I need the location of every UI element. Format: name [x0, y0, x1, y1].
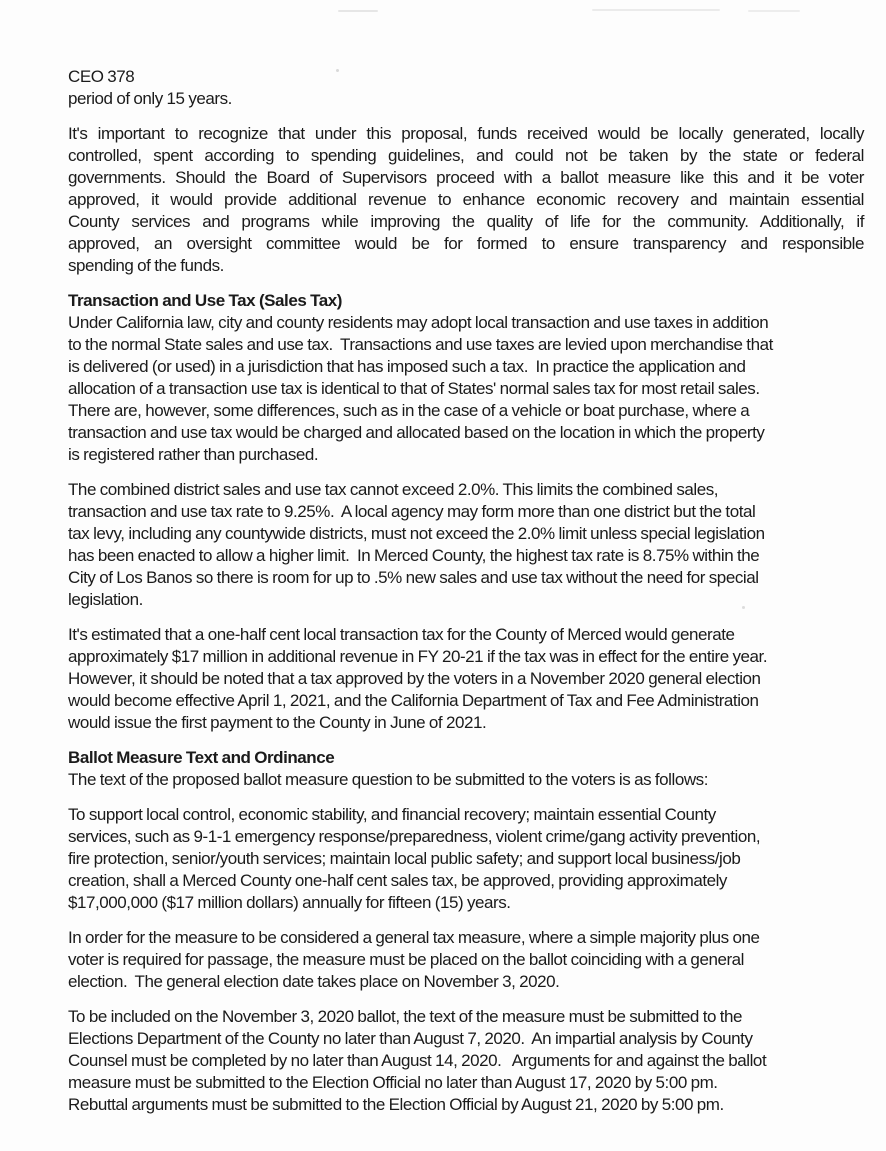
doc-code: CEO 378	[68, 67, 135, 86]
sales-tax-body	[68, 312, 864, 466]
scan-smudge	[338, 10, 378, 12]
text-line: fire protection, senior/youth services; maintain local public safety; and support local business/job	[68, 849, 741, 868]
text-line: voter is required for passage, the measure must be placed on the ballot coinciding with a general	[68, 950, 744, 969]
text-line: to the normal State sales and use tax. Transactions and use taxes are levied upon merchandise that	[68, 335, 773, 354]
text-line: approved, an oversight committee would be for formed to ensure transparency and responsible	[68, 234, 864, 253]
text-line: Elections Department of the County no later than August 7, 2020. An impartial analysis by County	[68, 1029, 753, 1048]
text-line: governments. Should the Board of Supervisors proceed with a ballot measure like this and it be voter	[68, 168, 864, 187]
text-line: It's important to recognize that under this proposal, funds received would be locally generated, locally	[68, 124, 864, 143]
continuation-line: period of only 15 years.	[68, 89, 232, 108]
sales-tax-heading: Transaction and Use Tax (Sales Tax)	[68, 291, 343, 310]
text-line: allocation of a transaction use tax is identical to that of States' normal sales tax for most retail sales.	[68, 379, 760, 398]
text-line: election. The general election date takes place on November 3, 2020.	[68, 972, 560, 991]
text-line: legislation.	[68, 590, 143, 609]
text-line: The combined district sales and use tax cannot exceed 2.0%. This limits the combined sales,	[68, 480, 719, 499]
text-line: tax levy, including any countywide districts, must not exceed the 2.0% limit unless special legislation	[68, 524, 765, 543]
text-line: There are, however, some differences, such as in the case of a vehicle or boat purchase, where a	[68, 401, 750, 420]
text-line: transaction and use tax would be charged and allocated based on the location in which the property	[68, 423, 765, 442]
text-line: spending of the funds.	[68, 256, 224, 275]
sales-tax-section	[68, 290, 864, 466]
text-line: County services and programs while improving the quality of life for the community. Additionally, if	[68, 212, 864, 231]
deadlines-paragraph	[68, 1006, 864, 1116]
scan-smudge	[592, 9, 720, 11]
text-line: Under California law, city and county residents may adopt local transaction and use taxes in addition	[68, 313, 769, 332]
text-line: transaction and use tax rate to 9.25%. A local agency may form more than one district but the total	[68, 502, 756, 521]
text-line: City of Los Banos so there is room for up to .5% new sales and use tax without the need for special	[68, 568, 759, 587]
text-line: is registered rather than purchased.	[68, 445, 319, 464]
text-line: It's estimated that a one-half cent local transaction tax for the County of Merced would generate	[68, 625, 735, 644]
ballot-measure-heading: Ballot Measure Text and Ordinance	[68, 748, 335, 767]
text-line: would become effective April 1, 2021, and the California Department of Tax and Fee Administration	[68, 691, 759, 710]
text-line: creation, shall a Merced County one-half cent sales tax, be approved, providing approximately	[68, 871, 727, 890]
general-tax-paragraph	[68, 927, 864, 993]
text-line: Rebuttal arguments must be submitted to the Election Official by August 21, 2020 by 5:00 pm.	[68, 1095, 724, 1114]
text-line: measure must be submitted to the Election Official no later than August 17, 2020 by 5:00 pm.	[68, 1073, 718, 1092]
text-line: would issue the first payment to the County in June of 2021.	[68, 713, 487, 732]
text-line: is delivered (or used) in a jurisdiction that has imposed such a tax. In practice the application and	[68, 357, 746, 376]
text-line: However, it should be noted that a tax approved by the voters in a November 2020 general election	[68, 669, 761, 688]
text-line: To support local control, economic stability, and financial recovery; maintain essential County	[68, 805, 716, 824]
text-line: $17,000,000 ($17 million dollars) annually for fifteen (15) years.	[68, 893, 511, 912]
text-line: has been enacted to allow a higher limit. In Merced County, the highest tax rate is 8.75% within the	[68, 546, 760, 565]
text-line: approximately $17 million in additional revenue in FY 20-21 if the tax was in effect for the entire year.	[68, 647, 768, 666]
measure-text-paragraph	[68, 804, 864, 914]
text-line: controlled, spent according to spending guidelines, and could not be taken by the state or federal	[68, 146, 864, 165]
text-line: To be included on the November 3, 2020 ballot, the text of the measure must be submitted to the	[68, 1007, 743, 1026]
ballot-measure-lead-line: The text of the proposed ballot measure question to be submitted to the voters is as follows:	[68, 770, 708, 789]
ballot-measure-section	[68, 747, 864, 791]
intro-paragraph	[68, 123, 864, 277]
text-line: In order for the measure to be considered a general tax measure, where a simple majority plus one	[68, 928, 760, 947]
scan-smudge	[748, 10, 800, 12]
text-line: services, such as 9-1-1 emergency response/preparedness, violent crime/gang activity prevention,	[68, 827, 761, 846]
revenue-paragraph	[68, 624, 864, 734]
combined-rate-paragraph	[68, 479, 864, 611]
text-line: approved, it would provide additional revenue to enhance economic recovery and maintain essential	[68, 190, 864, 209]
text-line: Counsel must be completed by no later than August 14, 2020. Arguments for and against the ballot	[68, 1051, 767, 1070]
document-page	[68, 66, 864, 1116]
